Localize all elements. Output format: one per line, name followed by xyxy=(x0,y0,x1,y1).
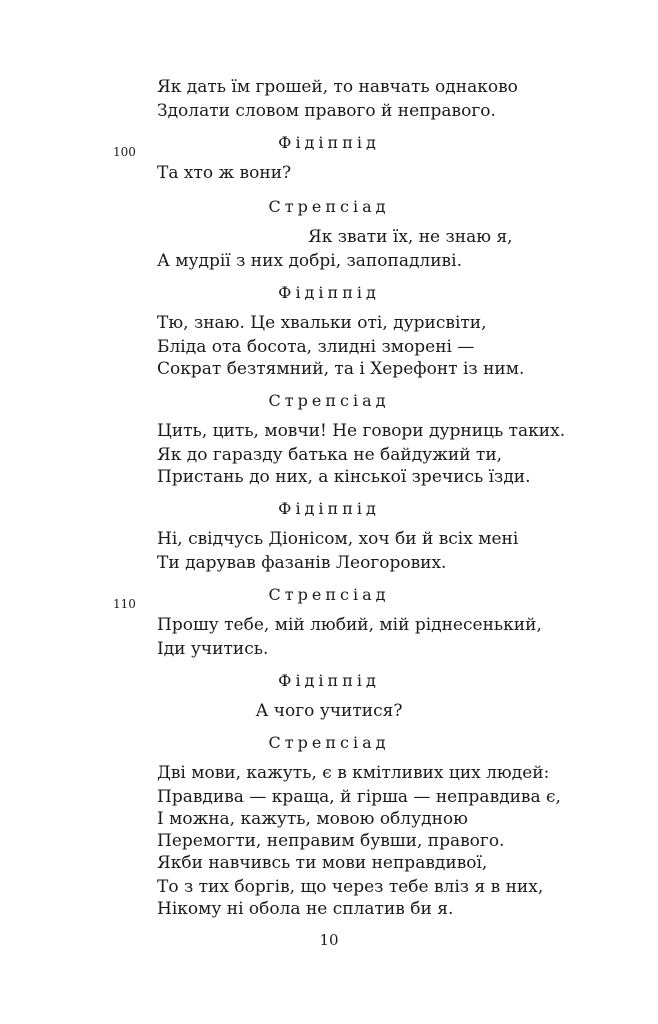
verse-line: Прошу тебе, мій любий, мій ріднесенький, xyxy=(157,615,542,635)
verse-line: Дві мови, кажуть, є в кмітливих цих людей: xyxy=(157,763,550,783)
speaker-name: Фідіппід xyxy=(278,671,380,690)
verse-line: Як звати їх, не знаю я, xyxy=(308,227,513,247)
line-number: 100 xyxy=(113,145,136,159)
verse-line: Пристань до них, а кінської зречись їзди. xyxy=(157,467,531,487)
speaker-name: Фідіппід xyxy=(278,133,380,152)
page-number: 10 xyxy=(319,931,339,949)
verse-line: Якби навчивсь ти мови неправдивої, xyxy=(157,853,488,873)
verse-line: Тю, знаю. Це хвальки оті, дурисвіти, xyxy=(157,313,487,333)
speaker-name: Фідіппід xyxy=(278,499,380,518)
verse-line: Ти дарував фазанів Леогорових. xyxy=(157,553,447,573)
verse-line: Іди учитись. xyxy=(157,639,269,659)
verse-line: Перемогти, неправим бувши, правого. xyxy=(157,831,505,851)
speaker-name: Стрепсіад xyxy=(268,733,390,752)
verse-line: Правдива — краща, й гірша — неправдива є, xyxy=(157,787,561,807)
verse-line: Як дать їм грошей, то навчать однаково xyxy=(157,77,518,97)
speaker-name: Фідіппід xyxy=(278,283,380,302)
verse-line: А мудрії з них добрі, запопадливі. xyxy=(157,251,462,271)
verse-line: То з тих боргів, що через тебе вліз я в них, xyxy=(157,877,544,897)
verse-line: Нікому ні обола не сплатив би я. xyxy=(157,899,454,919)
verse-line: Здолати словом правого й неправого. xyxy=(157,101,496,121)
verse-line: Як до гаразду батька не байдужий ти, xyxy=(157,445,503,465)
verse-line: І можна, кажуть, мовою облудною xyxy=(157,809,468,829)
line-number: 110 xyxy=(113,597,136,611)
speaker-name: Стрепсіад xyxy=(268,391,390,410)
verse-line: Ні, свідчусь Діонісом, хоч би й всіх мені xyxy=(157,529,519,549)
verse-line: Цить, цить, мовчи! Не говори дурниць таких. xyxy=(157,421,566,441)
verse-line: Бліда ота босота, злидні зморені — xyxy=(157,337,475,357)
speaker-name: Стрепсіад xyxy=(268,197,390,216)
verse-line: А чого учитися? xyxy=(255,701,403,721)
speaker-name: Стрепсіад xyxy=(268,585,390,604)
verse-line: Сократ безтямний, та і Херефонт із ним. xyxy=(157,359,525,379)
verse-line: Та хто ж вони? xyxy=(157,163,292,183)
